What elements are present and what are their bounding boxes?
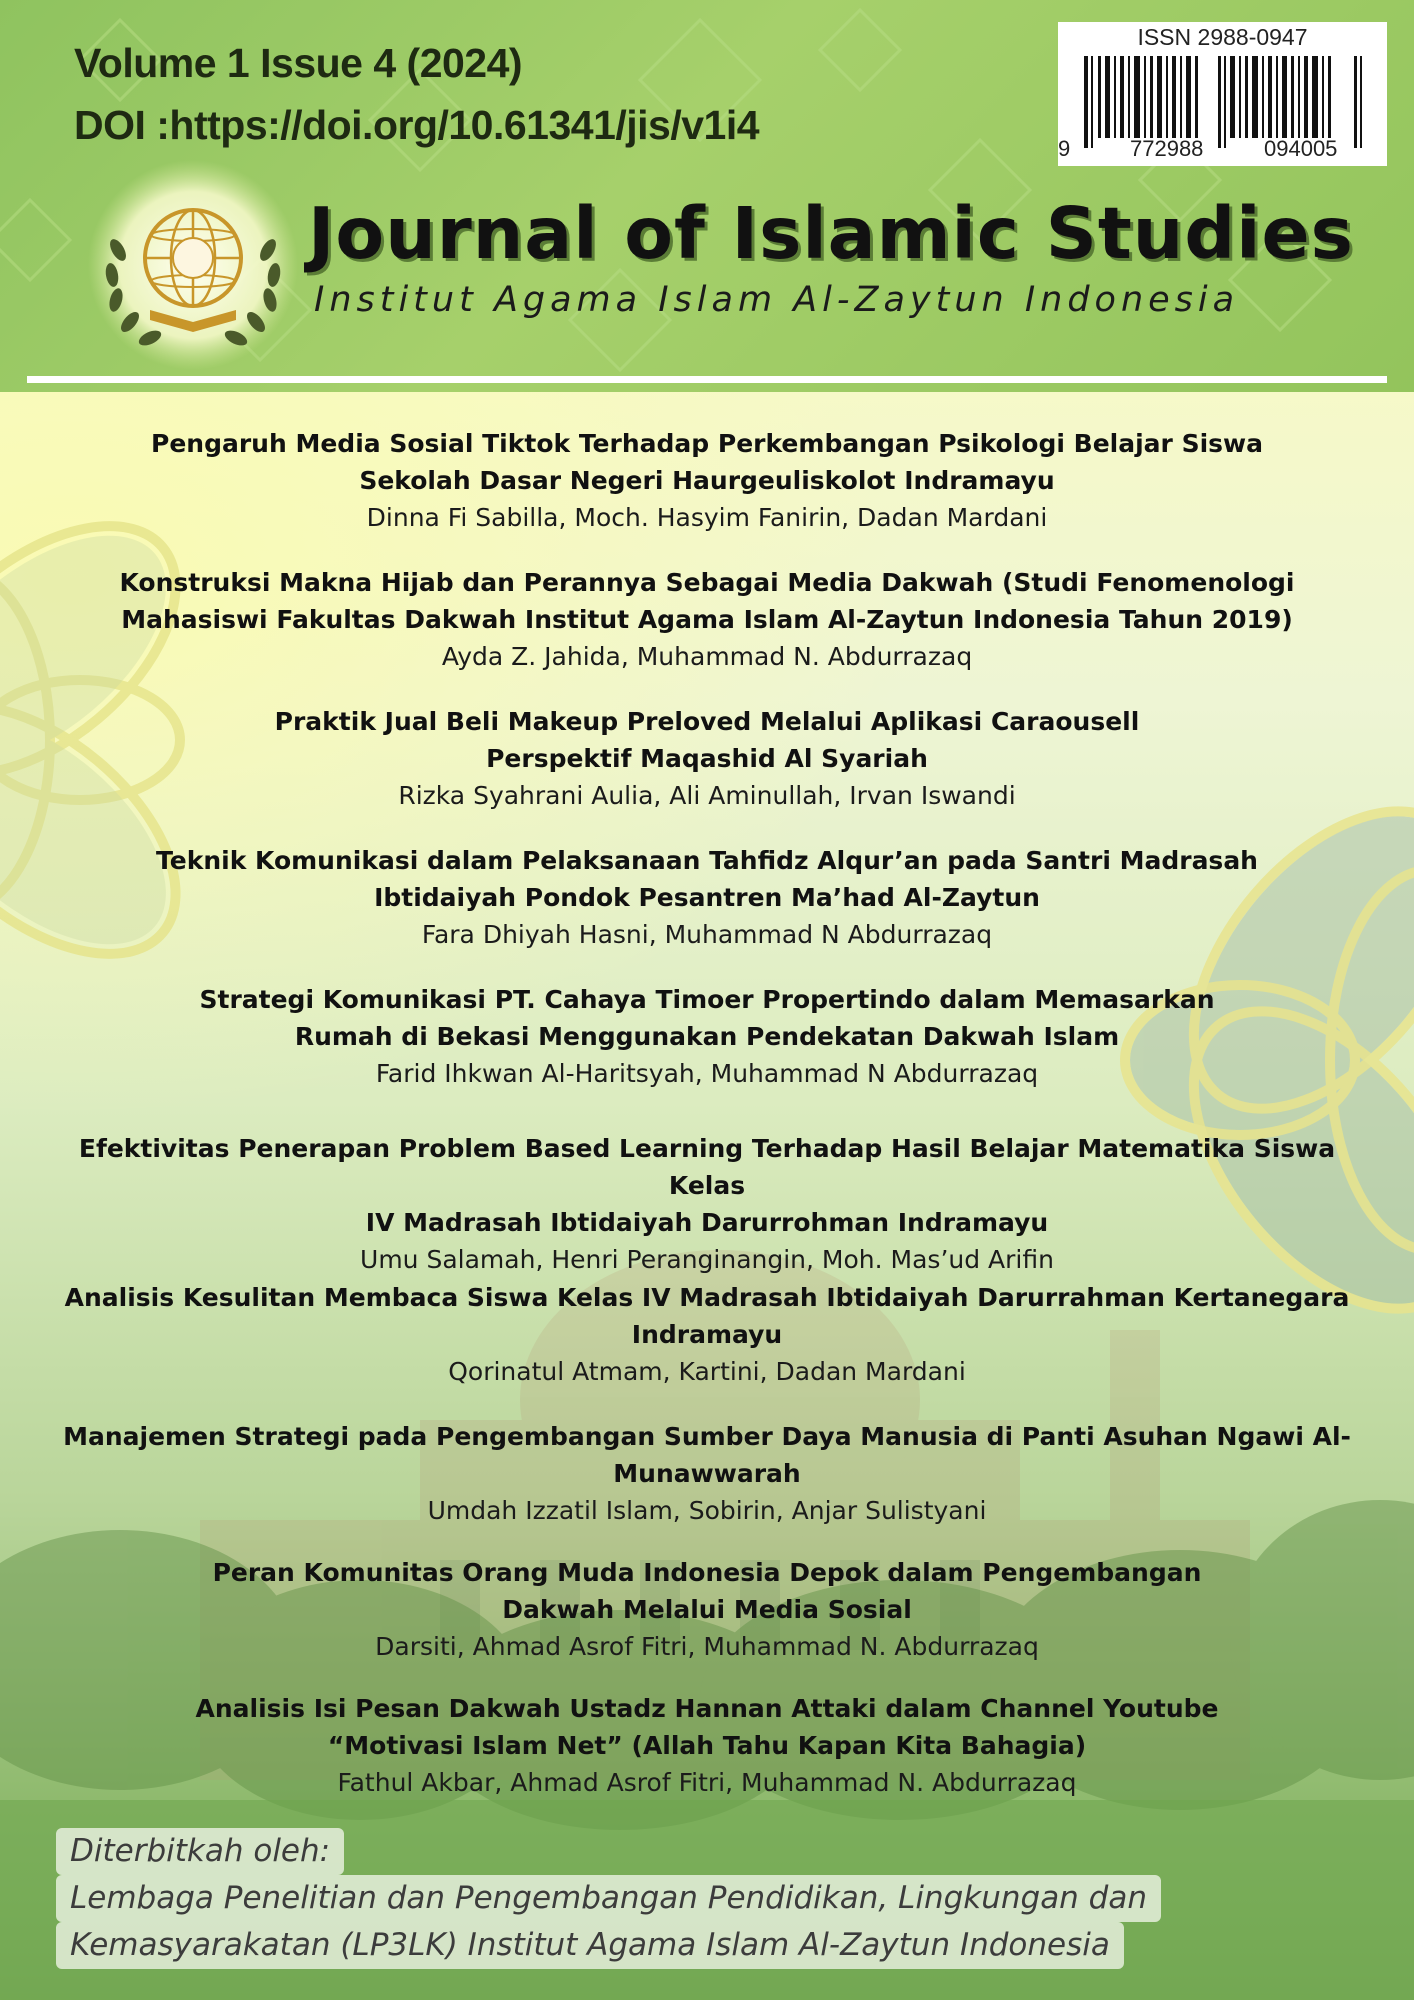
- doi-link[interactable]: DOI :https://doi.org/10.61341/jis/v1i4: [74, 102, 760, 148]
- article-title[interactable]: Strategi Komunikasi PT. Cahaya Timoer Propertindo dalam Memasarkan Rumah di Bekasi Menggunakan Pendekatan Dakwah Islam: [199, 985, 1215, 1051]
- article-entry-5[interactable]: [60, 981, 1354, 1092]
- article-title[interactable]: Analisis Kesulitan Membaca Siswa Kelas IV Madrasah Ibtidaiyah Darurrahman Kertanegara Indramayu: [64, 1283, 1350, 1349]
- issn-barcode: [1058, 22, 1387, 166]
- article-entry-9[interactable]: [60, 1554, 1354, 1665]
- article-authors: Fathul Akbar, Ahmad Asrof Fitri, Muhammad N. Abdurrazaq: [337, 1768, 1077, 1797]
- article-entry-10[interactable]: [60, 1690, 1354, 1801]
- article-authors: Umu Salamah, Henri Peranginangin, Moh. Mas’ud Arifin: [360, 1245, 1054, 1274]
- issn-label: ISSN 2988-0947: [1137, 24, 1308, 50]
- article-title[interactable]: Peran Komunitas Orang Muda Indonesia Depok dalam Pengembangan Dakwah Melalui Media Sosial: [212, 1558, 1202, 1624]
- header-divider: [27, 376, 1387, 383]
- article-title[interactable]: Teknik Komunikasi dalam Pelaksanaan Tahfidz Alqur’an pada Santri Madrasah Ibtidaiyah Pondok Pesantren Ma’had Al-Zaytun: [156, 846, 1258, 912]
- article-entry-7[interactable]: [60, 1279, 1354, 1390]
- journal-title: Journal of Islamic Studies: [308, 192, 1354, 275]
- barcode-digit-1: 9: [1058, 136, 1071, 161]
- article-title[interactable]: Manajemen Strategi pada Pengembangan Sumber Daya Manusia di Panti Asuhan Ngawi Al- Munawwarah: [63, 1422, 1351, 1488]
- article-authors: Umdah Izzatil Islam, Sobirin, Anjar Sulistyani: [427, 1496, 987, 1525]
- article-entry-1[interactable]: [60, 425, 1354, 536]
- article-authors: Rizka Syahrani Aulia, Ali Aminullah, Irvan Iswandi: [398, 781, 1016, 810]
- barcode-digit-3: 094005: [1264, 136, 1338, 161]
- article-entry-8[interactable]: [60, 1418, 1354, 1529]
- article-authors: Dinna Fi Sabilla, Moch. Hasyim Fanirin, Dadan Mardani: [366, 503, 1048, 532]
- article-entry-3[interactable]: [60, 703, 1354, 814]
- article-title[interactable]: Efektivitas Penerapan Problem Based Learning Terhadap Hasil Belajar Matematika Siswa Kelas IV Madrasah Ibtidaiyah Darurrohman Indramayu: [78, 1134, 1336, 1237]
- header-band: [0, 0, 1414, 392]
- journal-logo-icon: [88, 160, 298, 370]
- publisher-label: Diterbitkah oleh:: [56, 1828, 344, 1875]
- article-title[interactable]: Pengaruh Media Sosial Tiktok Terhadap Perkembangan Psikologi Belajar Siswa Sekolah Dasar Negeri Haurgeuliskolot Indramayu: [151, 429, 1263, 495]
- institution-name: Institut Agama Islam Al-Zaytun Indonesia: [314, 280, 1240, 320]
- publisher-block: [56, 1828, 1161, 1969]
- barcode-digit-2: 772988: [1130, 136, 1204, 161]
- article-authors: Ayda Z. Jahida, Muhammad N. Abdurrazaq: [441, 642, 973, 671]
- publisher-line-2: Kemasyarakatan (LP3LK) Institut Agama Islam Al-Zaytun Indonesia: [56, 1922, 1124, 1969]
- article-title[interactable]: Konstruksi Makna Hijab dan Perannya Sebagai Media Dakwah (Studi Fenomenologi Mahasiswi Fakultas Dakwah Institut Agama Islam Al-Zaytun Indonesia Tahun 2019): [119, 568, 1295, 634]
- article-entry-4[interactable]: [60, 842, 1354, 953]
- publisher-line-1: Lembaga Penelitian dan Pengembangan Pendidikan, Lingkungan dan: [56, 1875, 1161, 1922]
- article-title[interactable]: Praktik Jual Beli Makeup Preloved Melalui Aplikasi Caraousell Perspektif Maqashid Al Syariah: [274, 707, 1140, 773]
- barcode-bars: [1058, 22, 1387, 166]
- article-authors: Farid Ihkwan Al-Haritsyah, Muhammad N Abdurrazaq: [375, 1059, 1039, 1088]
- article-entry-6[interactable]: [60, 1130, 1354, 1278]
- article-authors: Fara Dhiyah Hasni, Muhammad N Abdurrazaq: [421, 920, 993, 949]
- volume-issue: Volume 1 Issue 4 (2024): [74, 40, 523, 86]
- article-authors: Qorinatul Atmam, Kartini, Dadan Mardani: [448, 1357, 966, 1386]
- article-title[interactable]: Analisis Isi Pesan Dakwah Ustadz Hannan Attaki dalam Channel Youtube “Motivasi Islam Net” (Allah Tahu Kapan Kita Bahagia): [195, 1694, 1219, 1760]
- article-entry-2[interactable]: [60, 564, 1354, 675]
- article-authors: Darsiti, Ahmad Asrof Fitri, Muhammad N. Abdurrazaq: [375, 1632, 1039, 1661]
